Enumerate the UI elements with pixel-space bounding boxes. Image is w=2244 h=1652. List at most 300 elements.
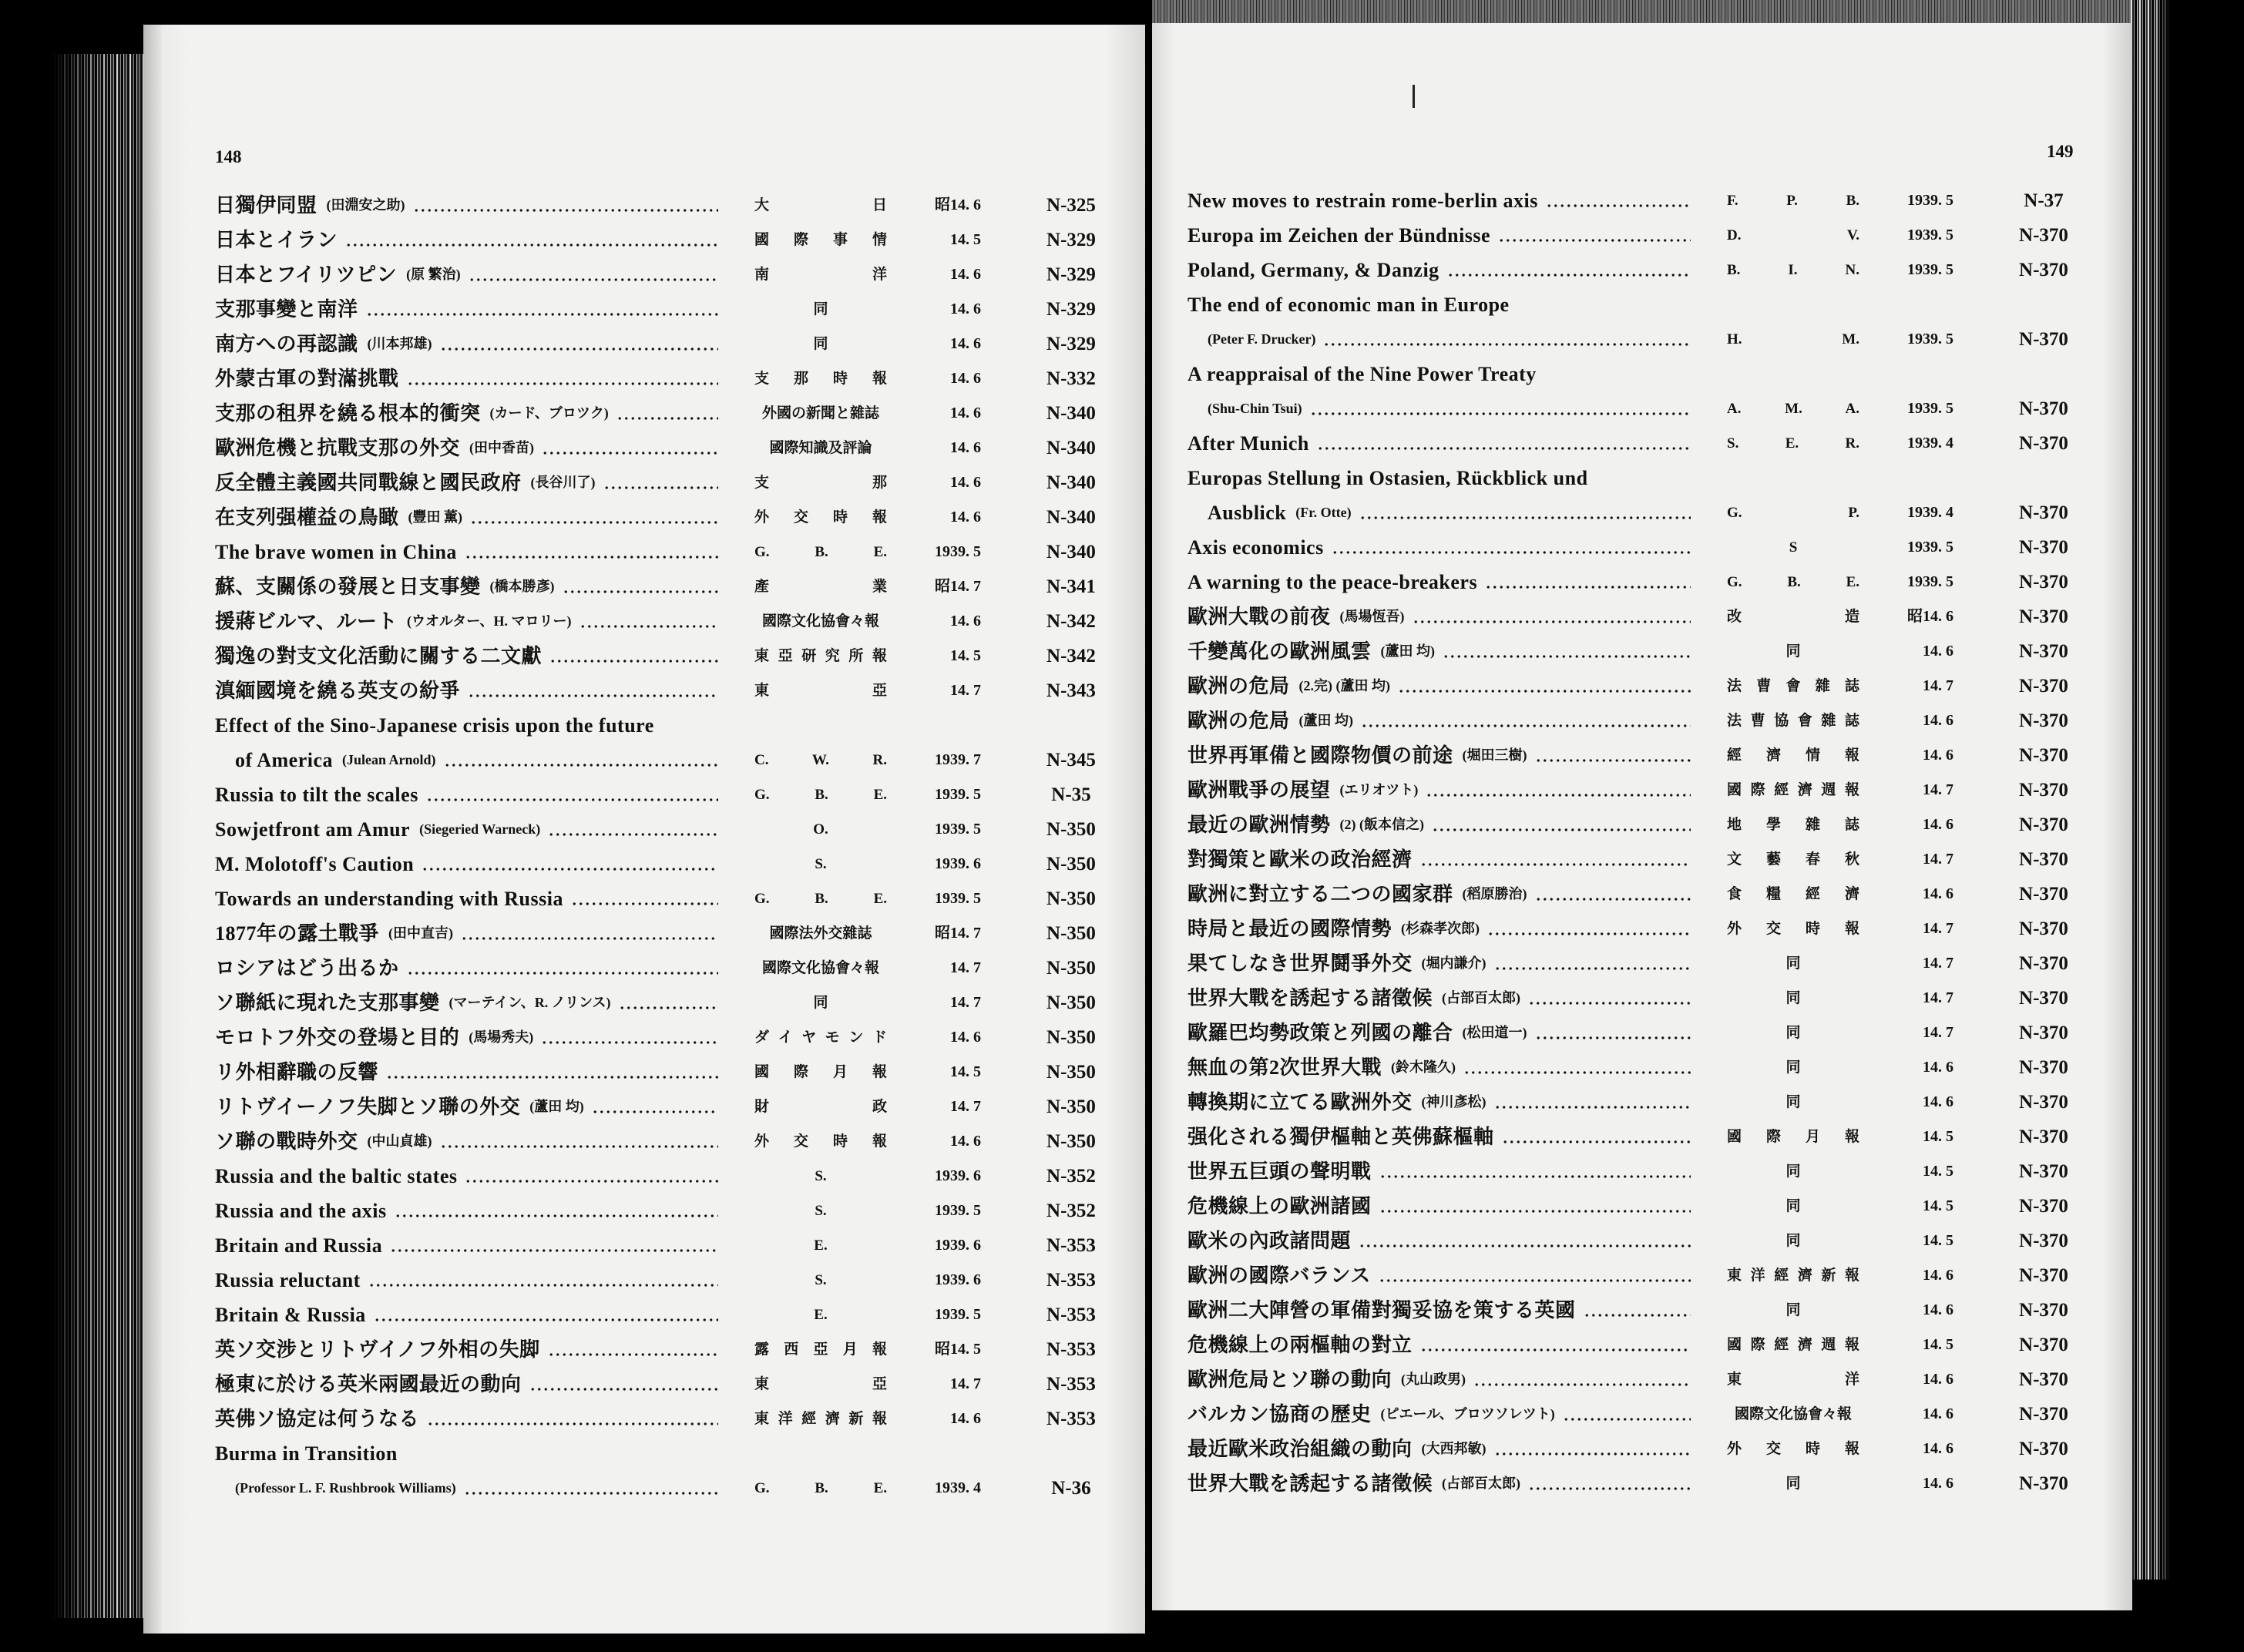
index-row <box>1188 253 2089 287</box>
index-row <box>1188 1293 2089 1328</box>
entry-code: N-340 <box>1046 472 1096 493</box>
entry-title: 1877年の露土戰爭 <box>215 922 380 945</box>
entry-date: 14. 7 <box>1923 955 1953 972</box>
entry-code: N-350 <box>1046 958 1096 979</box>
entry-source: 同 <box>813 301 828 317</box>
entry-title: 歐洲二大陣營の軍備對獨妥協を策する英國 <box>1188 1299 1576 1321</box>
title-cell <box>1188 183 1692 218</box>
title-cell <box>1188 1154 1692 1189</box>
index-list <box>215 188 1117 1506</box>
entry-date: 1939. 5 <box>1907 400 1953 417</box>
entry-title: 危機線上の歐洲諸國 <box>1188 1195 1372 1217</box>
entry-code: N-329 <box>1046 230 1096 250</box>
index-row <box>1188 599 2089 634</box>
entry-title: Europa im Zeichen der Bündnisse <box>1188 224 1491 247</box>
entry-date: 1939. 7 <box>935 751 981 768</box>
entry-title: 世界大戰を誘起する諸徵候 <box>1188 1472 1433 1495</box>
title-cell <box>1188 253 1692 287</box>
index-row <box>215 569 1117 604</box>
entry-source: 外國の新聞と雜誌 <box>761 405 879 421</box>
index-row <box>1188 565 2089 599</box>
title-cell <box>1188 703 1692 738</box>
entry-code: N-370 <box>2019 641 2068 662</box>
entry-date: 14. 5 <box>1923 1336 1953 1353</box>
entry-code: N-350 <box>1046 1027 1096 1048</box>
entry-source: G. B. E. <box>754 544 887 560</box>
entry-date: 14. 7 <box>950 1375 981 1392</box>
entry-source: 大 日 <box>754 197 887 213</box>
entry-code: N-340 <box>1046 542 1096 562</box>
entry-title: 轉換期に立てる歐洲外交 <box>1188 1091 1413 1113</box>
dot-leader <box>1359 495 1691 530</box>
dot-leader <box>1447 253 1691 287</box>
entry-code: N-340 <box>1046 507 1096 528</box>
dot-leader <box>603 465 718 500</box>
entry-code: N-350 <box>1046 1062 1096 1083</box>
index-row <box>215 1402 1117 1436</box>
entry-title: 世界五巨頭の聲明戰 <box>1188 1160 1372 1183</box>
entry-code: N-370 <box>2019 1265 2068 1286</box>
entry-code: N-353 <box>1046 1304 1096 1325</box>
entry-source: 國 際 經 濟 週 報 <box>1727 1337 1859 1353</box>
entry-code: N-353 <box>1046 1270 1096 1291</box>
title-cell <box>215 361 720 396</box>
entry-source: 同 <box>1785 643 1801 660</box>
entry-source: E. <box>814 1237 828 1254</box>
index-row <box>215 604 1117 639</box>
dot-leader <box>616 396 718 431</box>
entry-source: 國 際 月 報 <box>754 1064 887 1080</box>
entry-code: N-345 <box>1046 750 1096 771</box>
entry-code: N-370 <box>2019 814 2068 835</box>
dot-leader <box>469 257 718 292</box>
index-row <box>215 1159 1117 1194</box>
scan-mark <box>1413 85 1415 108</box>
title-cell <box>215 1020 720 1055</box>
index-row <box>1188 1016 2089 1050</box>
entry-source: G. P. <box>1727 505 1859 521</box>
entry-source: 同 <box>813 336 828 352</box>
entry-date: 14. 6 <box>950 474 981 491</box>
title-cell <box>215 1298 720 1332</box>
entry-source: 國 際 經 濟 週 報 <box>1727 782 1859 798</box>
entry-title: 强化される獨伊樞軸と英佛蘇樞軸 <box>1188 1126 1494 1148</box>
index-row <box>1188 287 2089 322</box>
entry-title: 南方への再認識 <box>215 333 358 355</box>
title-cell <box>1188 287 1692 322</box>
index-row <box>1188 1362 2089 1397</box>
entry-code: N-370 <box>2019 537 2068 558</box>
index-row <box>215 327 1117 361</box>
entry-author: (稻原勝治) <box>1462 886 1527 902</box>
entry-source: 露 西 亞 月 報 <box>754 1341 887 1358</box>
entry-source: 同 <box>1785 1198 1801 1214</box>
entry-code: N-342 <box>1046 611 1096 632</box>
entry-date: 14. 6 <box>950 509 981 525</box>
entry-title: Russia and the axis <box>215 1200 387 1222</box>
entry-date: 1939. 6 <box>935 855 981 872</box>
dot-leader <box>1443 634 1691 669</box>
entry-source: 經 濟 情 報 <box>1727 747 1859 764</box>
dot-leader <box>1432 808 1691 842</box>
entry-source: 同 <box>1785 955 1801 972</box>
entry-code: N-370 <box>2019 1196 2068 1217</box>
title-cell <box>215 916 720 951</box>
entry-title: After Munich <box>1188 432 1309 455</box>
title-cell <box>1188 912 1692 946</box>
entry-code: N-350 <box>1046 854 1096 875</box>
dot-leader <box>440 327 718 361</box>
entry-source: 地 學 雜 誌 <box>1727 817 1859 833</box>
index-row <box>1188 1085 2089 1120</box>
dot-leader <box>1379 1154 1691 1189</box>
index-row <box>1188 461 2089 495</box>
entry-date: 1939. 5 <box>935 786 981 803</box>
entry-code: N-370 <box>2019 745 2068 766</box>
entry-source: 國際法外交雜誌 <box>769 925 872 942</box>
entry-title: ソ聯の戰時外交 <box>215 1130 358 1153</box>
entry-source: 國際文化協會々報 <box>1734 1406 1852 1422</box>
dot-leader <box>1379 1189 1691 1224</box>
title-cell <box>1188 1293 1692 1328</box>
entry-source: S. <box>815 856 827 872</box>
dot-leader <box>427 1402 718 1436</box>
title-cell <box>1188 1189 1692 1224</box>
title-cell <box>1188 530 1692 565</box>
title-cell <box>215 708 720 743</box>
entry-date: 14. 6 <box>950 1410 981 1427</box>
dot-leader <box>440 1124 718 1159</box>
dot-leader <box>1310 391 1691 426</box>
entry-source: 文 藝 春 秋 <box>1727 851 1859 868</box>
entry-title: The end of economic man in Europe <box>1188 294 1510 316</box>
title-cell <box>215 777 720 812</box>
entry-source: S <box>1789 539 1798 556</box>
title-cell <box>1188 1432 1692 1466</box>
index-row <box>215 1367 1117 1402</box>
entry-title: 日本とフイリツピン <box>215 264 398 286</box>
entry-date: 14. 5 <box>950 231 981 248</box>
title-cell <box>215 1228 720 1263</box>
entry-author: (Peter F. Drucker) <box>1208 331 1316 347</box>
entry-title: Russia reluctant <box>215 1269 361 1291</box>
entry-source: 同 <box>1785 1059 1801 1076</box>
entry-title: Burma in Transition <box>215 1442 398 1465</box>
entry-code: N-350 <box>1046 819 1096 840</box>
entry-title: 獨逸の對支文化活動に關する二文獻 <box>215 645 543 667</box>
entry-date: 1939. 6 <box>935 1167 981 1184</box>
index-row <box>1188 981 2089 1016</box>
dot-leader <box>1332 530 1691 565</box>
index-row <box>1188 842 2089 877</box>
entry-code: N-370 <box>2019 1439 2068 1459</box>
entry-code: N-353 <box>1046 1339 1096 1360</box>
entry-date: 14. 6 <box>950 613 981 630</box>
title-cell <box>215 431 720 465</box>
entry-title: Russia and the baltic states <box>215 1165 458 1187</box>
index-row <box>1188 703 2089 738</box>
entry-date: 14. 6 <box>1923 1059 1953 1076</box>
dot-leader <box>465 535 718 569</box>
index-row <box>1188 357 2089 391</box>
index-row <box>215 951 1117 985</box>
entry-title: Sowjetfront am Amur <box>215 818 411 841</box>
entry-title: 英ソ交涉とリトヴイノフ外相の失脚 <box>215 1338 540 1361</box>
dot-leader <box>1420 1328 1691 1362</box>
entry-date: 14. 5 <box>1923 1163 1953 1180</box>
entry-title: 日本とイラン <box>215 229 338 251</box>
entry-date: 1939. 5 <box>1907 539 1953 556</box>
dot-leader <box>1413 599 1691 634</box>
entry-code: N-370 <box>2019 1335 2068 1355</box>
entry-code: N-352 <box>1046 1166 1096 1187</box>
entry-code: N-343 <box>1046 680 1096 701</box>
entry-source: 同 <box>1785 1476 1801 1492</box>
index-row <box>215 812 1117 847</box>
entry-code: N-370 <box>2019 606 2068 627</box>
entry-code: N-353 <box>1046 1235 1096 1256</box>
dot-leader <box>468 673 718 708</box>
entry-date: 昭14. 6 <box>1907 608 1953 625</box>
title-cell <box>1188 391 1692 426</box>
entry-source: 東 亞 <box>754 683 887 699</box>
entry-title: 支那事變と南洋 <box>215 298 358 321</box>
title-cell <box>215 535 720 569</box>
entry-code: N-370 <box>2019 710 2068 731</box>
index-row <box>215 673 1117 708</box>
entry-code: N-370 <box>2019 433 2068 454</box>
entry-source: D. V. <box>1727 227 1859 243</box>
index-row <box>1188 426 2089 461</box>
page-number: 149 <box>2047 142 2074 161</box>
entry-code: N-370 <box>2019 502 2068 523</box>
entry-source: 改 造 <box>1727 609 1859 625</box>
entry-date: 14. 6 <box>950 370 981 387</box>
dot-leader <box>366 292 718 327</box>
dot-leader <box>571 881 718 916</box>
entry-code: N-340 <box>1046 438 1096 458</box>
title-cell <box>215 812 720 847</box>
title-cell <box>1188 842 1692 877</box>
index-row-continued <box>1188 495 2089 530</box>
entry-author: (Julean Arnold) <box>342 752 436 767</box>
entry-title: 歐洲の危局 <box>1188 710 1290 732</box>
entry-date: 14. 7 <box>1923 989 1953 1006</box>
entry-code: N-350 <box>1046 992 1096 1013</box>
title-cell <box>215 292 720 327</box>
entry-title: 歐洲大戰の前夜 <box>1188 606 1331 628</box>
entry-source: S. <box>815 1203 827 1219</box>
entry-code: N-329 <box>1046 299 1096 320</box>
entry-source: 法 曹 會 雜 誌 <box>1727 678 1859 694</box>
entry-title: 最近の歐洲情勢 <box>1188 814 1331 836</box>
entry-date: 14. 6 <box>1923 1267 1953 1284</box>
index-row <box>215 1020 1117 1055</box>
title-cell <box>1188 738 1692 773</box>
index-row <box>215 985 1117 1020</box>
index-row <box>215 292 1117 327</box>
index-row <box>215 396 1117 431</box>
entry-source: 產 業 <box>754 579 887 595</box>
entry-code: N-35 <box>1051 784 1091 805</box>
entry-source: 國 際 事 情 <box>754 232 887 248</box>
entry-date: 14. 6 <box>950 335 981 352</box>
index-row-continued <box>1188 322 2089 357</box>
entry-author: (松田道一) <box>1462 1025 1527 1040</box>
dot-leader <box>1528 1466 1691 1501</box>
entry-author: (占部百太郎) <box>1442 1476 1521 1491</box>
dot-leader <box>464 1471 718 1506</box>
entry-source: A. M. A. <box>1727 401 1859 417</box>
entry-date: 1939. 5 <box>1907 192 1953 209</box>
index-row <box>215 500 1117 535</box>
dot-leader <box>1323 322 1691 357</box>
index-row <box>215 639 1117 673</box>
dot-leader <box>1379 1258 1691 1293</box>
title-cell <box>215 1159 720 1194</box>
entry-code: N-370 <box>2019 1404 2068 1425</box>
entry-author: (Siegeried Warneck) <box>419 821 541 837</box>
entry-title: Axis economics <box>1188 536 1324 559</box>
entry-date: 1939. 5 <box>1907 331 1953 348</box>
title-cell <box>1188 218 1692 253</box>
dot-leader <box>395 1194 718 1228</box>
entry-author: (堀田三樹) <box>1462 747 1527 763</box>
entry-date: 14. 7 <box>1923 781 1953 798</box>
index-row <box>1188 1154 2089 1189</box>
entry-source: G. B. E. <box>754 891 887 907</box>
index-row <box>1188 634 2089 669</box>
entry-code: N-370 <box>2019 1300 2068 1321</box>
entry-title: M. Molotoff's Caution <box>215 853 415 875</box>
entry-code: N-341 <box>1046 576 1096 597</box>
entry-source: 東 亞 研 究 所 報 <box>754 648 887 664</box>
entry-source: 同 <box>1785 990 1801 1006</box>
entry-code: N-36 <box>1051 1478 1091 1499</box>
entry-date: 14. 7 <box>1923 1024 1953 1041</box>
entry-date: 14. 6 <box>1923 885 1953 902</box>
index-row <box>1188 218 2089 253</box>
entry-date: 14. 5 <box>1923 1232 1953 1249</box>
entry-title: 支那の租界を繞る根本的衝突 <box>215 402 481 425</box>
entry-source: 國際文化協會々報 <box>761 960 879 976</box>
entry-date: 14. 7 <box>1923 920 1953 937</box>
entry-date: 1939. 5 <box>935 1202 981 1219</box>
entry-title: A warning to the peace-breakers <box>1188 571 1478 593</box>
index-row <box>1188 1224 2089 1258</box>
entry-title: ソ聯紙に現れた支那事變 <box>215 992 440 1014</box>
title-cell <box>1188 1050 1692 1085</box>
entry-title: 歐洲に對立する二つの國家群 <box>1188 883 1453 905</box>
entry-author: (田中香苗) <box>469 440 535 455</box>
dot-leader <box>619 985 718 1020</box>
entry-title: 最近歐米政治組織の動向 <box>1188 1438 1413 1460</box>
entry-author: (占部百太郎) <box>1442 990 1521 1006</box>
entry-code: N-370 <box>2019 1127 2068 1147</box>
index-row-continued <box>215 1471 1117 1506</box>
entry-source: S. <box>815 1168 827 1184</box>
dot-leader <box>548 812 718 847</box>
entry-source: 外 交 時 報 <box>1727 1441 1859 1457</box>
entry-date: 1939. 6 <box>935 1237 981 1254</box>
right-page <box>1152 23 2132 1610</box>
dot-leader <box>1473 1362 1691 1397</box>
index-row <box>215 431 1117 465</box>
entry-source: E. <box>814 1307 828 1323</box>
dot-leader <box>368 1263 718 1298</box>
index-row <box>1188 738 2089 773</box>
entry-title: 極東に於ける英米兩國最近の動向 <box>215 1373 522 1395</box>
dot-leader <box>1494 946 1691 981</box>
entry-code: N-370 <box>2019 1473 2068 1494</box>
entry-date: 1939. 5 <box>935 821 981 838</box>
entry-title: 歐洲危機と抗戰支那の外交 <box>215 437 461 459</box>
title-cell <box>1188 634 1692 669</box>
title-cell <box>215 569 720 604</box>
entry-source: C. W. R. <box>754 752 887 768</box>
entry-code: N-370 <box>2019 1092 2068 1113</box>
dot-leader <box>1487 912 1691 946</box>
title-cell <box>215 1090 720 1124</box>
dot-leader <box>444 743 718 777</box>
entry-author: (豐田 薰) <box>408 509 463 525</box>
entry-author: (田中直吉) <box>388 925 454 941</box>
dot-leader <box>413 188 718 223</box>
entry-author: (ピエール、ブロツソレツト) <box>1380 1406 1555 1422</box>
entry-source: 外 交 時 報 <box>754 509 887 525</box>
entry-author: (Professor L. F. Rushbrook Williams) <box>235 1480 456 1496</box>
entry-source: 東 亞 <box>754 1376 887 1392</box>
dot-leader <box>1546 183 1691 218</box>
entry-date: 14. 6 <box>1923 1405 1953 1422</box>
entry-source: 國際知識及評論 <box>769 440 872 456</box>
entry-source: G. B. E. <box>754 1480 887 1496</box>
title-cell <box>215 1194 720 1228</box>
entry-title: 歐洲の危局 <box>1188 675 1290 697</box>
title-cell <box>1188 1120 1692 1154</box>
index-row <box>1188 808 2089 842</box>
entry-code: N-370 <box>2019 572 2068 593</box>
entry-date: 14. 6 <box>950 301 981 317</box>
index-row <box>1188 1050 2089 1085</box>
entry-title: 歐米の內政諸問題 <box>1188 1230 1352 1252</box>
entry-title: 歐羅巴均勢政策と列國の離合 <box>1188 1022 1453 1044</box>
index-row <box>215 223 1117 257</box>
entry-author: (神川彥松) <box>1421 1094 1486 1110</box>
title-cell <box>1188 808 1692 842</box>
title-cell <box>1188 773 1692 808</box>
entry-date: 14. 5 <box>1923 1197 1953 1214</box>
entry-title: Russia to tilt the scales <box>215 784 418 806</box>
entry-title: 歐洲の國際バランス <box>1188 1264 1371 1287</box>
title-cell <box>215 1124 720 1159</box>
index-row <box>1188 1120 2089 1154</box>
entry-source: 同 <box>1785 1094 1801 1110</box>
entry-title: バルカン協商の歷史 <box>1188 1403 1372 1425</box>
title-cell <box>1188 669 1692 703</box>
index-row <box>215 1228 1117 1263</box>
index-row <box>1188 530 2089 565</box>
index-row <box>1188 773 2089 808</box>
dot-leader <box>1502 1120 1691 1154</box>
page-number: 148 <box>215 147 242 166</box>
entry-source: 國 際 月 報 <box>1727 1129 1859 1145</box>
dot-leader <box>579 604 718 639</box>
index-row-continued <box>215 743 1117 777</box>
dot-leader <box>1563 1397 1691 1432</box>
entry-title: リトヴイーノフ失脚とソ聯の外交 <box>215 1096 521 1118</box>
dot-leader <box>1494 1085 1691 1120</box>
